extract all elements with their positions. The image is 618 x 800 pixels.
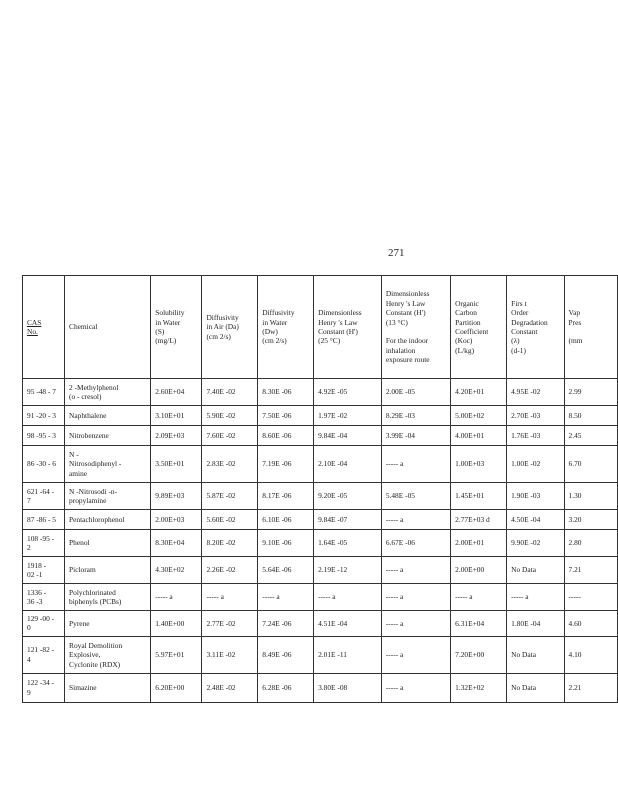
cell-vapor-pressure: ----- xyxy=(564,584,617,611)
cell-cas: 121 -82 - 4 xyxy=(23,636,65,673)
cell-henry-25c: 1.64E -05 xyxy=(314,530,382,557)
table-row xyxy=(23,379,618,406)
cell-degradation: 2.70E -03 xyxy=(507,406,564,426)
cell-solubility: 4.30E+02 xyxy=(151,557,202,584)
cell-solubility: 9.89E+03 xyxy=(151,483,202,510)
table-row xyxy=(23,673,618,702)
cell-diffusivity-air: 5.87E -02 xyxy=(202,483,258,510)
cell-diffusivity-water: 8.49E -06 xyxy=(258,636,314,673)
cell-diffusivity-water: 9.10E -06 xyxy=(258,530,314,557)
cell-diffusivity-air: 3.11E -02 xyxy=(202,636,258,673)
table-row xyxy=(23,611,618,637)
cell-henry-25c: 2.19E -12 xyxy=(314,557,382,584)
cell-diffusivity-air: 7.60E -02 xyxy=(202,426,258,446)
cell-diffusivity-air: 8.20E -02 xyxy=(202,530,258,557)
cell-diffusivity-air: 2.77E -02 xyxy=(202,611,258,637)
cell-diffusivity-water: 6.28E -06 xyxy=(258,673,314,702)
table-row xyxy=(23,557,618,584)
cell-cas: 1918 - 02 -1 xyxy=(23,557,65,584)
cell-degradation: No Data xyxy=(507,636,564,673)
cell-vapor-pressure: 2.45 xyxy=(564,426,617,446)
table-row xyxy=(23,636,618,673)
cell-cas: 621 -64 - 7 xyxy=(23,483,65,510)
header-henry-25c: Dimensionless Henry 's Law Constant (H') (25 °C) xyxy=(314,276,382,379)
cell-henry-13c: ----- a xyxy=(381,611,450,637)
cell-henry-25c: 9.84E -07 xyxy=(314,510,382,530)
cell-solubility: 3.50E+01 xyxy=(151,446,202,483)
cell-chemical: Royal Demolition Explosive, Cyclonite (RDX) xyxy=(65,636,151,673)
cell-vapor-pressure: 8.50 xyxy=(564,406,617,426)
cell-solubility: 2.60E+04 xyxy=(151,379,202,406)
cell-chemical: N - Nitrosodiphenyl - amine xyxy=(65,446,151,483)
cell-solubility: ----- a xyxy=(151,584,202,611)
cell-solubility: 2.09E+03 xyxy=(151,426,202,446)
header-chemical: Chemical xyxy=(65,276,151,379)
cell-diffusivity-water: 5.64E -06 xyxy=(258,557,314,584)
table-row xyxy=(23,510,618,530)
table-row xyxy=(23,426,618,446)
cell-koc: 7.20E+00 xyxy=(451,636,507,673)
cell-diffusivity-air: 2.83E -02 xyxy=(202,446,258,483)
cell-henry-13c: ----- a xyxy=(381,557,450,584)
cell-solubility: 8.30E+04 xyxy=(151,530,202,557)
cell-diffusivity-water: 6.10E -06 xyxy=(258,510,314,530)
cell-degradation: ----- a xyxy=(507,584,564,611)
cell-solubility: 1.40E+00 xyxy=(151,611,202,637)
cell-vapor-pressure: 3.20 xyxy=(564,510,617,530)
cell-cas: 129 -00 - 0 xyxy=(23,611,65,637)
cell-chemical: Phenol xyxy=(65,530,151,557)
cell-koc: 6.31E+04 xyxy=(451,611,507,637)
cell-henry-13c: ----- a xyxy=(381,446,450,483)
cell-degradation: 9.90E -02 xyxy=(507,530,564,557)
cell-cas: 91 -20 - 3 xyxy=(23,406,65,426)
cell-degradation: 4.50E -04 xyxy=(507,510,564,530)
cell-cas: 95 -48 - 7 xyxy=(23,379,65,406)
cell-diffusivity-water: 8.60E -06 xyxy=(258,426,314,446)
table-row xyxy=(23,483,618,510)
cell-degradation: 1.00E -02 xyxy=(507,446,564,483)
cell-diffusivity-water: 7.19E -06 xyxy=(258,446,314,483)
cell-henry-13c: 5.48E -05 xyxy=(381,483,450,510)
cell-cas: 98 -95 - 3 xyxy=(23,426,65,446)
cell-henry-13c: 8.29E -03 xyxy=(381,406,450,426)
cell-degradation: 1.76E -03 xyxy=(507,426,564,446)
cell-henry-25c: 3.80E -08 xyxy=(314,673,382,702)
cell-diffusivity-water: 7.50E -06 xyxy=(258,406,314,426)
header-cas: CAS No. xyxy=(23,276,65,379)
cell-vapor-pressure: 7.21 xyxy=(564,557,617,584)
cell-solubility: 6.20E+00 xyxy=(151,673,202,702)
cell-diffusivity-air: 5.60E -02 xyxy=(202,510,258,530)
cell-koc: 1.32E+02 xyxy=(451,673,507,702)
cell-diffusivity-air: ----- a xyxy=(202,584,258,611)
cell-chemical: N -Nitrosodi -n- propylamine xyxy=(65,483,151,510)
table-header-row xyxy=(23,276,618,379)
cell-chemical: Simazine xyxy=(65,673,151,702)
header-solubility: Solubility in Water (S) (mg/L) xyxy=(151,276,202,379)
cell-koc: 2.00E+00 xyxy=(451,557,507,584)
header-henry-13c: Dimensionless Henry 's Law Constant (H') (13 °C) For the indoor inhalation exposure route xyxy=(381,276,450,379)
cell-koc: 2.00E+01 xyxy=(451,530,507,557)
cell-diffusivity-water: ----- a xyxy=(258,584,314,611)
cell-henry-25c: 2.10E -04 xyxy=(314,446,382,483)
cell-vapor-pressure: 2.99 xyxy=(564,379,617,406)
cell-chemical: Polychlorinated biphenyls (PCBs) xyxy=(65,584,151,611)
cell-koc: ----- a xyxy=(451,584,507,611)
cell-vapor-pressure: 4.10 xyxy=(564,636,617,673)
header-koc: Organic Carbon Partition Coefficient (Koc) (L/kg) xyxy=(451,276,507,379)
cell-cas: 122 -34 - 9 xyxy=(23,673,65,702)
cell-koc: 1.45E+01 xyxy=(451,483,507,510)
header-diffusivity-water: Diffusivity in Water (Dw) (cm 2/s) xyxy=(258,276,314,379)
table-row xyxy=(23,446,618,483)
cell-cas: 1336 - 36 -3 xyxy=(23,584,65,611)
cell-vapor-pressure: 1.30 xyxy=(564,483,617,510)
cell-henry-25c: 1.97E -02 xyxy=(314,406,382,426)
cell-henry-25c: 9.20E -05 xyxy=(314,483,382,510)
cell-diffusivity-air: 2.26E -02 xyxy=(202,557,258,584)
cell-henry-13c: 3.99E -04 xyxy=(381,426,450,446)
cell-chemical: Nitrobenzene xyxy=(65,426,151,446)
cell-henry-13c: ----- a xyxy=(381,673,450,702)
cell-vapor-pressure: 2.80 xyxy=(564,530,617,557)
cell-degradation: No Data xyxy=(507,673,564,702)
header-diffusivity-air: Diffusivity in Air (Da) (cm 2/s) xyxy=(202,276,258,379)
table-row xyxy=(23,530,618,557)
cell-henry-13c: ----- a xyxy=(381,636,450,673)
cell-degradation: No Data xyxy=(507,557,564,584)
cell-koc: 5.00E+02 xyxy=(451,406,507,426)
page-number: 271 xyxy=(388,247,405,259)
cell-koc: 4.00E+01 xyxy=(451,426,507,446)
cell-henry-13c: 2.00E -05 xyxy=(381,379,450,406)
cell-solubility: 3.10E+01 xyxy=(151,406,202,426)
cell-cas: 86 -30 - 6 xyxy=(23,446,65,483)
cell-koc: 1.00E+03 xyxy=(451,446,507,483)
cell-diffusivity-air: 2.48E -02 xyxy=(202,673,258,702)
cell-chemical: Pyrene xyxy=(65,611,151,637)
cell-solubility: 5.97E+01 xyxy=(151,636,202,673)
cell-koc: 2.77E+03 d xyxy=(451,510,507,530)
cell-vapor-pressure: 2.21 xyxy=(564,673,617,702)
cell-koc: 4.20E+01 xyxy=(451,379,507,406)
cell-diffusivity-water: 7.24E -06 xyxy=(258,611,314,637)
cell-cas: 87 -86 - 5 xyxy=(23,510,65,530)
cell-henry-25c: 2.01E -11 xyxy=(314,636,382,673)
cell-diffusivity-air: 7.40E -02 xyxy=(202,379,258,406)
cell-solubility: 2.00E+03 xyxy=(151,510,202,530)
cell-degradation: 1.90E -03 xyxy=(507,483,564,510)
cell-chemical: Pentachlorophenol xyxy=(65,510,151,530)
cell-chemical: Naphthalene xyxy=(65,406,151,426)
cell-degradation: 1.80E -04 xyxy=(507,611,564,637)
chemical-properties-table xyxy=(22,275,618,703)
cell-cas: 108 -95 - 2 xyxy=(23,530,65,557)
cell-henry-13c: 6.67E -06 xyxy=(381,530,450,557)
cell-henry-25c: ----- a xyxy=(314,584,382,611)
cell-henry-13c: ----- a xyxy=(381,584,450,611)
header-vapor-pressure: Vap Pres (mm xyxy=(564,276,617,379)
cell-henry-25c: 9.84E -04 xyxy=(314,426,382,446)
cell-diffusivity-air: 5.90E -02 xyxy=(202,406,258,426)
cell-degradation: 4.95E -02 xyxy=(507,379,564,406)
cell-henry-25c: 4.92E -05 xyxy=(314,379,382,406)
cell-chemical: 2 -Methylphenol (o - cresol) xyxy=(65,379,151,406)
cell-vapor-pressure: 6.70 xyxy=(564,446,617,483)
cell-henry-25c: 4.51E -04 xyxy=(314,611,382,637)
cell-henry-13c: ----- a xyxy=(381,510,450,530)
cell-diffusivity-water: 8.17E -06 xyxy=(258,483,314,510)
cell-diffusivity-water: 8.30E -06 xyxy=(258,379,314,406)
header-degradation: Firs t Order Degradation Constant (λ) (d-1) xyxy=(507,276,564,379)
table-row xyxy=(23,584,618,611)
cell-vapor-pressure: 4.60 xyxy=(564,611,617,637)
cell-chemical: Picloram xyxy=(65,557,151,584)
table-row xyxy=(23,406,618,426)
